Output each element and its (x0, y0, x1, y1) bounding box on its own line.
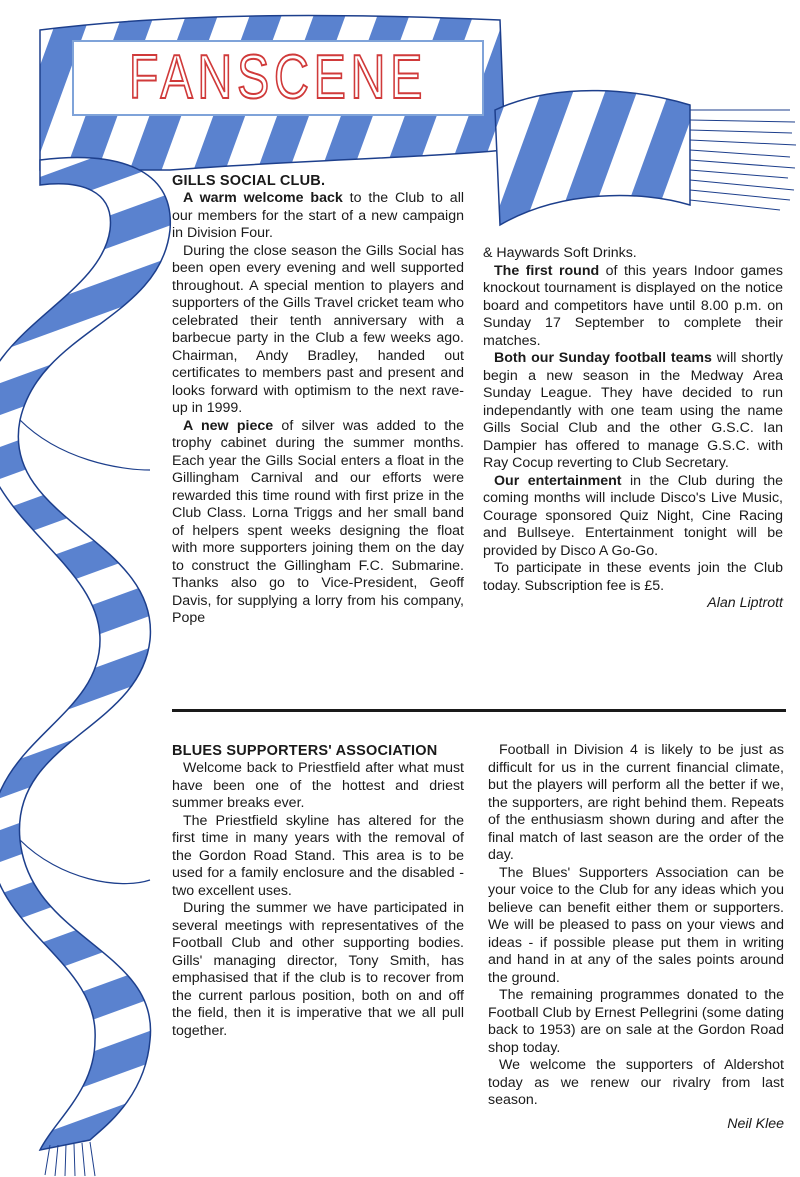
blues-paragraph: We welcome the supporters of Aldershot today as we renew our rivalry from last season. (488, 1057, 784, 1108)
social-club-paragraph: A new piece of silver was added to the trophy cabinet during the summer months. Each year the Gills Social enters a float in the Gillingham Carnival and our efforts were rewarded this time round with first prize in the Club Class. Lorna Triggs and her small band of helpers spent weeks designing the float with more supporters joining them on the day to construct the Gillingham F.C. Submarine. Thanks also go to Vice-President, Geoff Davis, for supplying a lorry from his company, Pope (172, 417, 464, 626)
blues-right-column (488, 742, 784, 1133)
social-club-paragraph: During the close season the Gills Social has been open every evening and well supported throughout. A special mention to players and supporters of the Gills Travel cricket team who celebrated their tenth anniversary with a barbecue party in the Club a few weeks ago. Chairman, Andy Bradley, handed out certificates to members past and present and looks forward with optimism to the next rave-up in 1999. (172, 242, 464, 416)
section-divider (172, 709, 786, 712)
blues-paragraph: The Priestfield skyline has altered for the first time in many years with the removal of the Gordon Road Stand. This area is to be used for a family enclosure and the disabled - two excellent uses. (172, 812, 464, 899)
blues-paragraph: During the summer we have participated in several meetings with representatives of the Football Club and other supporting bodies. Gills' managing director, Tony Smith, has emphasised that if the club is to recover from the current parlous position, both on and off the field, then it is imperative that we all pull together. (172, 900, 464, 1039)
social-club-right-column (483, 245, 783, 613)
blues-paragraph: Welcome back to Priestfield after what must have been one of the hottest and driest summer breaks ever. (172, 760, 464, 811)
blues-paragraph: The Blues' Supporters Association can be your voice to the Club for any ideas which you believe can benefit either them or supporters. We will be pleased to pass on your views and ideas - if possible please put them in writing and hand in at any of the sales points around the ground. (488, 864, 784, 986)
social-club-paragraph: & Haywards Soft Drinks. (483, 245, 637, 261)
social-club-paragraph: Our entertainment in the Club during the coming months will include Disco's Live Music, Courage sponsored Quiz Night, Cine Racing and Bullseye. Entertainment tonight will be provided by Disco A Go-Go. (483, 472, 783, 559)
blues-paragraph: The remaining programmes donated to the Football Club by Ernest Pellegrini (some dating back to 1953) are on sale at the Gordon Road shop today. (488, 987, 784, 1056)
social-club-heading: GILLS SOCIAL CLUB. (172, 173, 326, 189)
social-club-paragraph: Both our Sunday football teams will shortly begin a new season in the Medway Area Sunday League. They have decided to run independantly with one team using the name Gills Social Club and the other G.S.C. Ian Dampier has offered to manage G.S.C. with Ray Cocup reverting to Club Secretary. (483, 350, 784, 471)
social-club-paragraph: A warm welcome back to the Club to all our members for the start of a new campaign in Division Four. (172, 190, 465, 241)
blues-heading: BLUES SUPPORTERS' ASSOCIATION (172, 743, 438, 759)
blues-paragraph: Football in Division 4 is likely to be just as difficult for us in the current financial climate, but the players will perform all the better if we, the supporters, are right behind them. Repeats of the enthusiasm shown during and after the final match of last season are the order of the day. (488, 742, 784, 863)
social-club-signature: Alan Liptrott (707, 595, 783, 611)
social-club-paragraph: To participate in these events join the Club today. Subscription fee is £5. (483, 560, 783, 594)
blues-signature: Neil Klee (727, 1115, 784, 1132)
masthead (72, 40, 484, 116)
masthead-title: FANSCENE (128, 43, 428, 112)
blues-left-column (172, 742, 464, 1040)
social-club-paragraph: The first round of this years Indoor games knockout tournament is displayed on the notice board and competitors have until 8.00 p.m. on Sunday 17 September to complete their matches. (483, 262, 783, 349)
social-club-left-column (172, 172, 464, 628)
